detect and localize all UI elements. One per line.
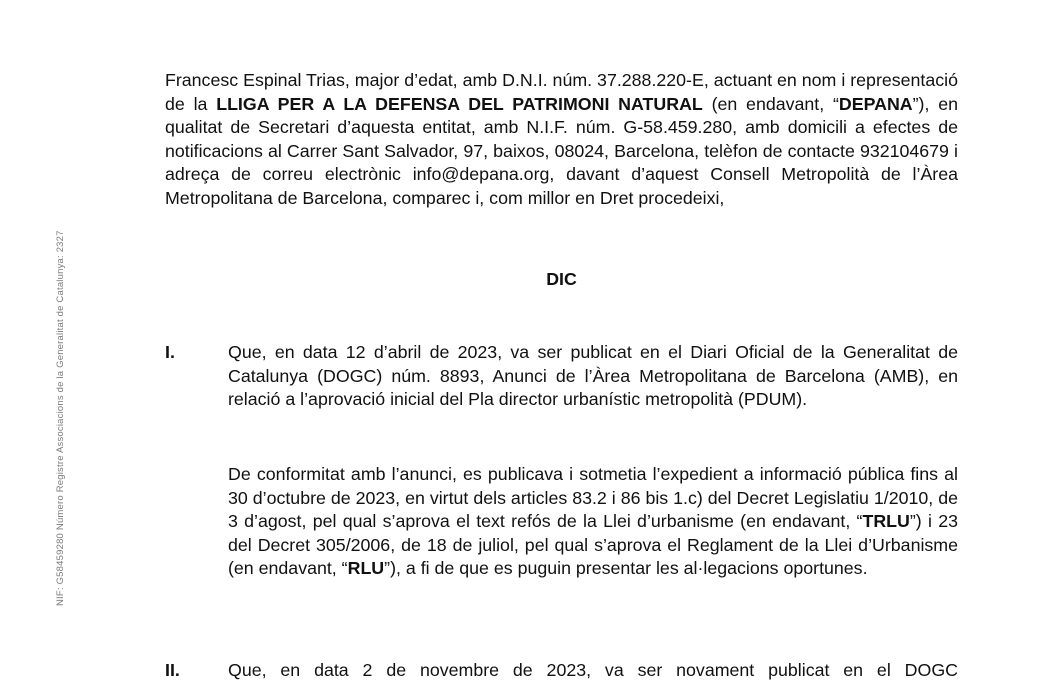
s1p2-text-1: De conformitat amb l’anunci, es publicava i sotmetia l’expedient a informació pública fins al 30 d’octubre de 2023, en virtut dels articles 83.2 i 86 bis 1.c) del Decret Legislatiu 1/2010, de 3 d’agost, pel qual s’aprova el text refós de la Llei d’urbanisme (en endavant, “ xyxy=(228,464,958,531)
intro-paragraph xyxy=(165,69,958,210)
section-number-2: II. xyxy=(165,660,180,680)
section-heading: DIC xyxy=(546,269,577,289)
organization-abbreviation: DEPANA xyxy=(838,93,913,114)
section-1-paragraph-2 xyxy=(228,463,958,581)
term-rlu: RLU xyxy=(347,558,385,578)
section-2-paragraph-1: Que, en data 2 de novembre de 2023, va ser novament publicat en el DOGC xyxy=(228,660,958,680)
s1p2-text-3: ”), a fi de que es puguin presentar les al·legacions oportunes. xyxy=(384,558,868,578)
registry-side-note: NIF: G58459280 Número Registre Associacions de la Generalitat de Catalunya: 2327 xyxy=(55,230,66,606)
intro-text-3: ”), en qualitat de Secretari d’aquesta entitat, amb N.I.F. núm. G-58.459.280, amb domicili a efectes de notificacions al Carrer Sant Salvador, 97, baixos, 08024, Barcelona, telèfon de contacte 932104679 i adreça de correu electrònic info@depana.org, davant d’aquest Consell Metropolità de l’Àrea Metropolitana de Barcelona, comparec i, com millor en Dret procedeixi, xyxy=(165,93,958,208)
section-number-1: I. xyxy=(165,342,175,362)
intro-text-2: (en endavant, “ xyxy=(702,93,839,114)
term-trlu: TRLU xyxy=(862,511,910,531)
section-1-paragraph-1: Que, en data 12 d’abril de 2023, va ser publicat en el Diari Oficial de la Generalitat de Catalunya (DOGC) núm. 8893, Anunci de l’Àrea Metropolitana de Barcelona (AMB), en relació a l’aprovació inicial del Pla director urbanístic metropolità (PDUM). xyxy=(228,342,958,409)
organization-name: LLIGA PER A LA DEFENSA DEL PATRIMONI NATURAL xyxy=(216,93,703,114)
s1p2-text-2: ”) i 23 del Decret 305/2006, de 18 de juliol, pel qual s’aprova el Reglament de la Llei d’Urbanisme (en endavant, “ xyxy=(228,511,958,578)
intro-text-1: Francesc Espinal Trias, major d’edat, amb D.N.I. núm. 37.288.220-E, actuant en nom i representació de la xyxy=(165,70,958,114)
